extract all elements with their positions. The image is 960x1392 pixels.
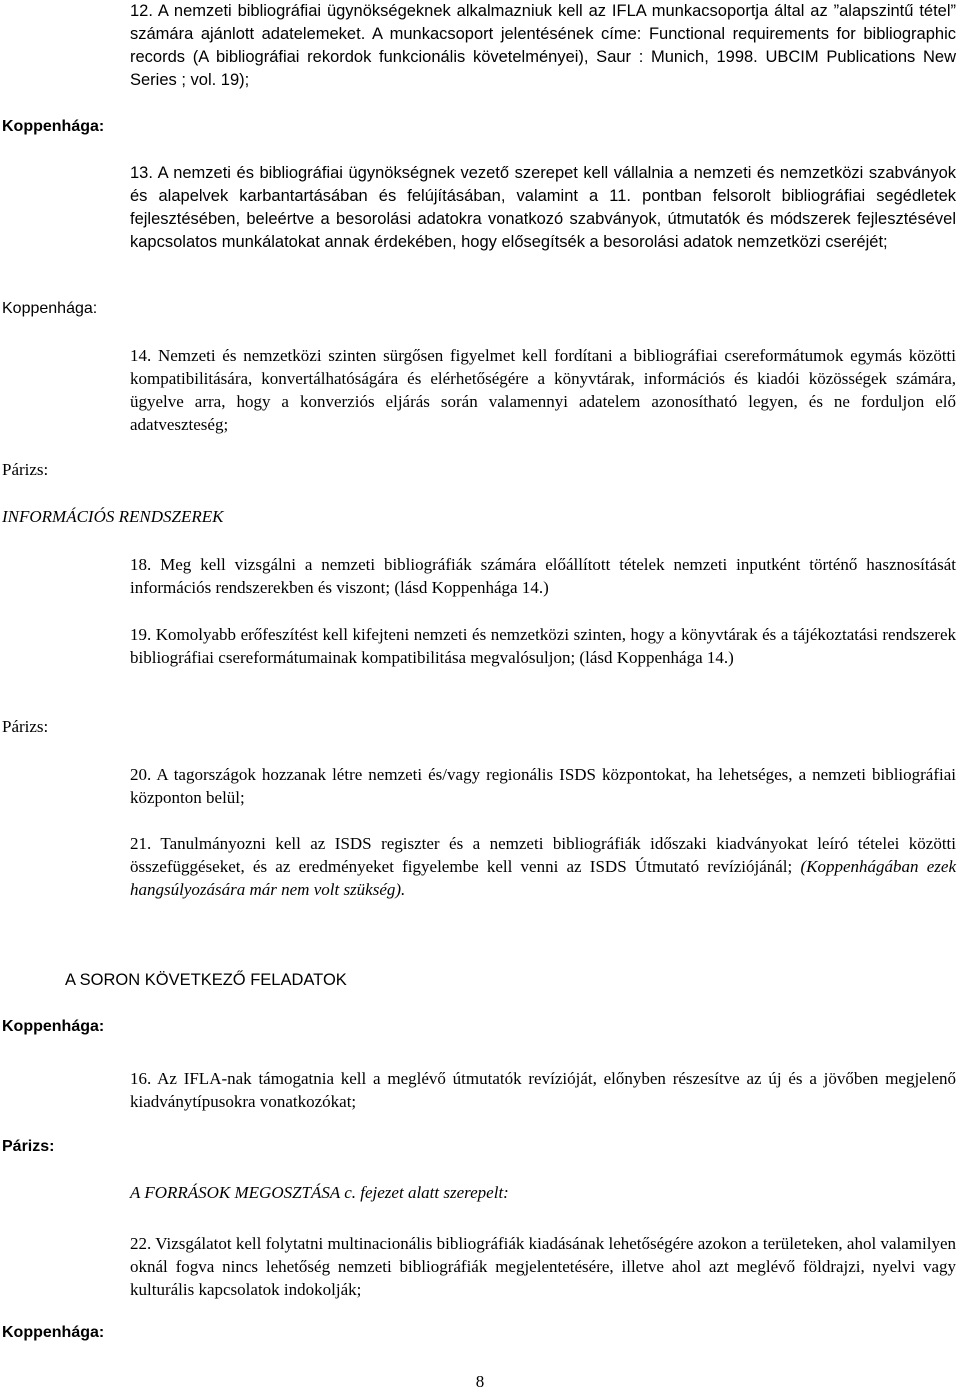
- paragraph-21-text: 21. Tanulmányozni kell az ISDS regiszter és a nemzeti bibliográfiák időszaki kiadványokat leíró tételei közötti összefüggéseket, és az eredményeket figyelembe kell venni az ISDS Útmutató revíziójánál;: [130, 834, 956, 876]
- sources-note: A FORRÁSOK MEGOSZTÁSA c. fejezet alatt szerepelt:: [130, 1183, 509, 1202]
- paragraph-19: 19. Komolyabb erőfeszítést kell kifejteni nemzeti és nemzetközi szinten, hogy a könyvtárak és a tájékoztatási rendszerek bibliográfiai csereformátumainak kompatibilitása megvalósuljon; (lásd Koppenhága 14.): [130, 625, 956, 667]
- paragraph-18: 18. Meg kell vizsgálni a nemzeti bibliográfiák számára előállított tételek nemzeti inputként történő hasznosítását információs rendszerekben és viszont; (lásd Koppenhága 14.): [130, 555, 956, 597]
- paragraph-22: 22. Vizsgálatot kell folytatni multinacionális bibliográfiák kiadásának lehetőségére azokon a területeken, ahol valamilyen oknál fogva nincs lehetőség nemzeti bibliográfiák megjelentetésére, illetve ahol azt meglévő földrajzi, nyelvi vagy kulturális kapcsolatok indokolják;: [130, 1234, 956, 1299]
- section-heading-info-systems: INFORMÁCIÓS RENDSZEREK: [2, 507, 224, 526]
- paragraph-14: 14. Nemzeti és nemzetközi szinten sürgősen figyelmet kell fordítani a bibliográfiai csereformátumok egymás közötti kompatibilitására, konvertálhatóságára és elérhetőségére a könyvtárak, információs és kiadói közösségek számára, ügyelve arra, hogy a konverziós eljárás során valamennyi adatelem azonosítható legyen, és ne forduljon elő adatveszteség;: [130, 346, 956, 434]
- paragraph-13: 13. A nemzeti és bibliográfiai ügynökségnek vezető szerepet kell vállalnia a nemzeti és nemzetközi szabványok és alapelvek karbantartásában és felújításában, valamint a 11. pontban felsorolt bibliográfiai segédletek fejlesztésében, beleértve a besorolási adatokra vonatkozó szabványok, útmutatók és módszerek fejlesztésével kapcsolatos munkálatokat annak érdekében, hogy elősegítsék a besorolási adatok nemzetközi cseréjét;: [130, 164, 956, 251]
- label-koppenhaga: Koppenhága:: [2, 1018, 105, 1035]
- section-heading-next-tasks: A SORON KÖVETKEZŐ FELADATOK: [65, 971, 347, 989]
- label-koppenhaga: Koppenhága:: [2, 1324, 105, 1341]
- label-parizs: Párizs:: [2, 717, 49, 736]
- paragraph-16: 16. Az IFLA-nak támogatnia kell a meglévő útmutatók revízióját, előnyben részesítve az új és a jövőben megjelenő kiadványtípusokra vonatkozókat;: [130, 1069, 956, 1111]
- paragraph-20: 20. A tagországok hozzanak létre nemzeti és/vagy regionális ISDS központokat, ha lehetséges, a nemzeti bibliográfiai központon belül;: [130, 765, 956, 807]
- page-number: 8: [475, 1372, 485, 1391]
- label-parizs: Párizs:: [2, 1138, 55, 1155]
- paragraph-21: [130, 832, 956, 901]
- label-koppenhaga: Koppenhága:: [2, 300, 98, 317]
- label-koppenhaga: Koppenhága:: [2, 118, 105, 135]
- paragraph-12: 12. A nemzeti bibliográfiai ügynökségeknek alkalmazniuk kell az IFLA munkacsoportja által az ”alapszintű tétel” számára ajánlott adatelemeket. A munkacsoport jelentésének címe: Functional requirements for bibliographic records (A bibliográfiai rekordok funkcionális követelményei), Saur : Munich, 1998. UBCIM Publications New Series ; vol. 19);: [130, 2, 956, 89]
- paragraph-21-note: (Koppenhágában ezek hangsúlyozására már nem volt szükség).: [130, 857, 956, 899]
- label-parizs: Párizs:: [2, 460, 49, 479]
